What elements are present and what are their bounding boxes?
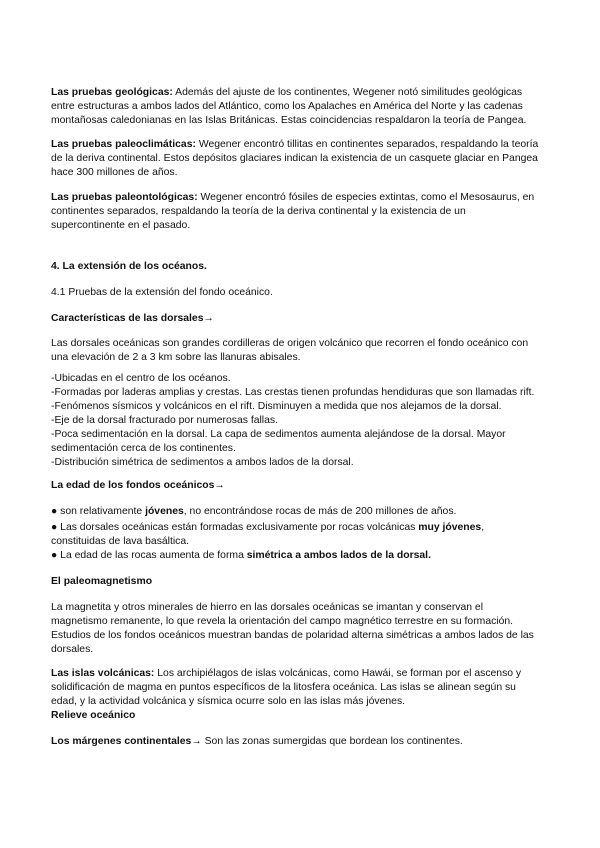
margenes-line (51, 735, 571, 749)
paleoclimaticas-line-3: hace 300 millones de años. (51, 167, 178, 178)
geologicas-heading: Las pruebas geológicas: (51, 87, 173, 98)
dorsales-heading-text: Características de las dorsales→ (51, 313, 214, 324)
edad-bullet-1-pre: ● son relativamente (51, 506, 146, 517)
paleontologicas-line-1 (51, 191, 571, 205)
margenes-heading: Los márgenes continentales (51, 736, 192, 747)
edad-heading-text: La edad de los fondos oceánicos→ (51, 480, 225, 491)
dorsales-list-item: -Eje de la dorsal fracturado por numerosas fallas. (51, 415, 278, 426)
paleoclimaticas-line-1 (51, 138, 571, 152)
edad-bullet-1 (51, 505, 571, 519)
paleontologicas-line-2: continentes separados, respaldando la teoría de la deriva continental y la existencia de un (51, 206, 466, 217)
paleontologicas-heading: Las pruebas paleontológicas: (51, 192, 198, 203)
islas-line-2: solidificación de magma en puntos específicos de la litosfera oceánica. Las islas se alinean según su (51, 682, 516, 693)
paleomagnetismo-heading (51, 575, 571, 589)
dorsales-intro-line-2: una elevación de 2 a 3 km sobre las llanuras abisales. (51, 352, 301, 363)
dorsales-list-item: sedimentación cerca de los continentes. (51, 443, 236, 454)
edad-bullets (51, 505, 571, 563)
geologicas-line-2: entre estructuras a ambos lados del Atlántico, como los Apalaches en América del Norte y las cadenas (51, 101, 523, 112)
edad-bullet-1-post: , no encontrándose rocas de más de 200 millones de años. (183, 506, 457, 517)
edad-bullet-3 (51, 549, 571, 563)
relieve-heading (51, 709, 571, 723)
margenes-paragraph (51, 735, 571, 749)
geologicas-line-3: montañosas caledonianas en las Islas Británicas. Estas coincidencias respaldaron la teoría de Pangea. (51, 115, 527, 126)
dorsales-heading-block (51, 312, 571, 326)
edad-bullet-3-bold: simétrica a ambos lados de la dorsal. (246, 550, 431, 561)
dorsales-list-item: -Ubicadas en el centro de los océanos. (51, 373, 231, 384)
paleomagnetismo-heading-text: El paleomagnetismo (51, 576, 153, 587)
geologicas-line-1 (51, 86, 571, 100)
dorsales-heading (51, 312, 571, 326)
section-4-title-block (51, 260, 571, 274)
paleomagnetismo-line: magnetismo remanente, lo que revela la orientación del campo magnético terrestre en su formación. (51, 616, 514, 627)
islas-line-3: edad, y la actividad volcánica y sísmica ocurre solo en las islas más jóvenes. (51, 696, 406, 707)
margenes-text: → Son las zonas sumergidas que bordean los continentes. (191, 736, 463, 747)
geologicas-paragraph (51, 86, 571, 128)
edad-bullet-2-line-2: constituidas de lava basáltica. (51, 536, 190, 547)
dorsales-list-item: -Formadas por laderas amplias y crestas. Las crestas tienen profundas hendiduras que son llamadas rift. (51, 387, 535, 398)
paleomagnetismo-heading-block (51, 575, 571, 589)
section-4-1-block (51, 286, 571, 300)
paleomagnetismo-line: Estudios de los fondos oceánicos muestran bandas de polaridad alterna simétricas a ambos lados de las (51, 630, 534, 641)
islas-heading: Las islas volcánicas: (51, 668, 155, 679)
section-4-1-subtitle: 4.1 Pruebas de la extensión del fondo oceánico. (51, 287, 273, 298)
dorsales-list (51, 372, 571, 470)
paleoclimaticas-line-2: de la deriva continental. Estos depósitos glaciares indican la existencia de un casquete glaciar en Pangea (51, 153, 538, 164)
edad-heading-block (51, 479, 571, 493)
paleoclimaticas-text-1: Wegener encontró tillitas en continentes separados, respaldando la teoría (195, 139, 539, 150)
paleoclimaticas-heading: Las pruebas paleoclimáticas: (51, 139, 196, 150)
paleomagnetismo-paragraph (51, 601, 571, 657)
dorsales-list-item: -Fenómenos sísmicos y volcánicos en el rift. Disminuyen a medida que nos alejamos de la dorsal. (51, 401, 502, 412)
paleomagnetismo-line: dorsales. (51, 644, 94, 655)
edad-bullet-2-pre: ● Las dorsales oceánicas están formadas exclusivamente por rocas volcánicas (51, 522, 419, 533)
paleontologicas-line-3: supercontinente en el pasado. (51, 220, 191, 231)
dorsales-list-item: -Distribución simétrica de sedimentos a ambos lados de la dorsal. (51, 457, 354, 468)
paleontologicas-text-1: Wegener encontró fósiles de especies extintas, como el Mesosaurus, en (197, 192, 535, 203)
relieve-heading-text: Relieve oceánico (51, 710, 136, 721)
edad-bullet-3-pre: ● La edad de las rocas aumenta de forma (51, 550, 247, 561)
islas-text-1: Los archipiélagos de islas volcánicas, como Hawái, se forman por el ascenso y (154, 668, 522, 679)
paleomagnetismo-line: La magnetita y otros minerales de hierro en las dorsales oceánicas se imantan y conservan el (51, 602, 484, 613)
geologicas-text-1: Además del ajuste de los continentes, Wegener notó similitudes geológicas (172, 87, 523, 98)
dorsales-list-item: -Poca sedimentación en la dorsal. La capa de sedimentos aumenta alejándose de la dorsal. Mayor (51, 429, 506, 440)
paleoclimaticas-paragraph (51, 138, 571, 180)
section-4-title (51, 260, 571, 274)
paleontologicas-paragraph (51, 191, 571, 233)
edad-bullet-2-bold: muy jóvenes (418, 522, 482, 533)
edad-bullet-2 (51, 521, 571, 535)
islas-paragraph (51, 667, 571, 723)
dorsales-intro (51, 337, 571, 365)
dorsales-intro-line-1: Las dorsales oceánicas son grandes cordilleras de origen volcánico que recorren el fondo oceánico con (51, 338, 529, 349)
edad-heading (51, 479, 571, 493)
edad-bullet-1-bold: jóvenes (145, 506, 184, 517)
section-4-title-text: 4. La extensión de los océanos. (51, 261, 207, 272)
edad-bullet-2-post: , (481, 522, 485, 533)
islas-line-1 (51, 667, 571, 681)
